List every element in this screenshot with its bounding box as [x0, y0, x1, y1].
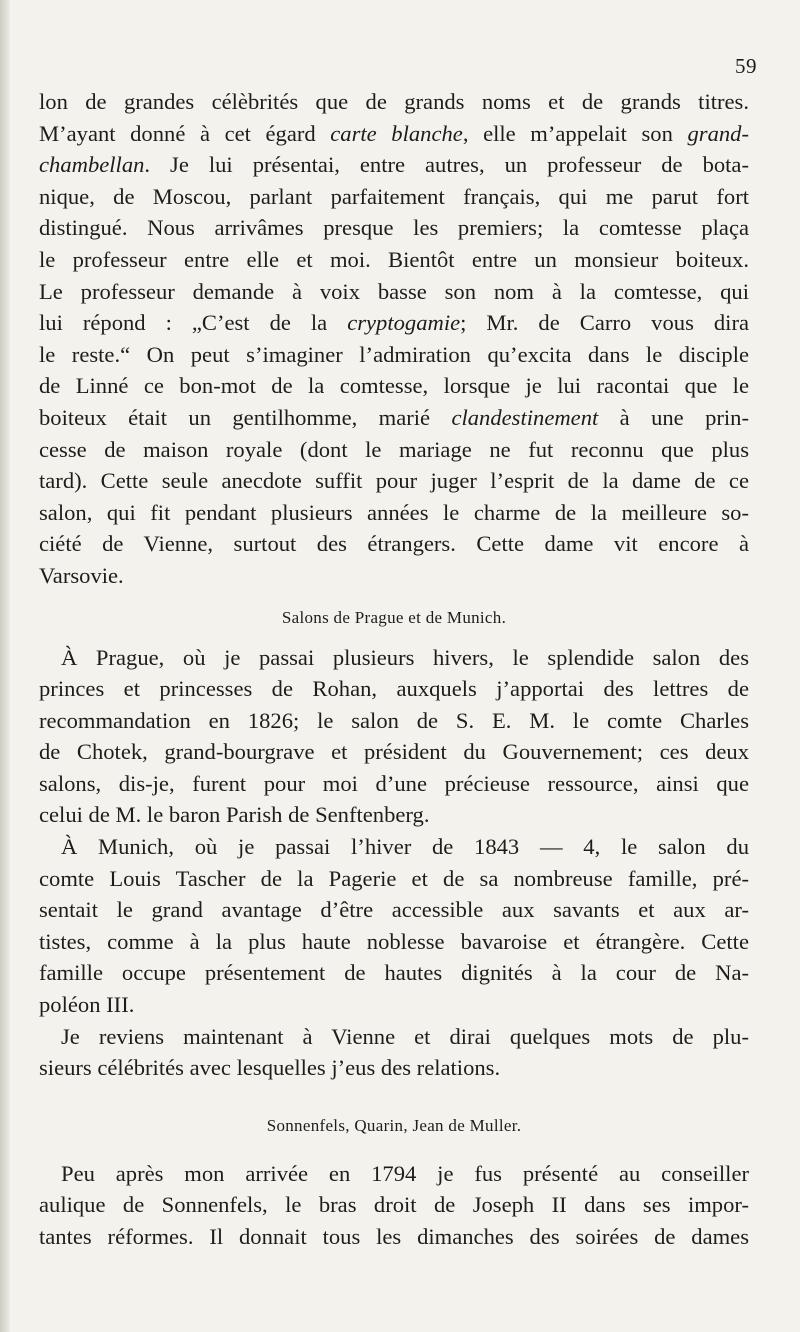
text-line: comte Louis Tascher de la Pagerie et de sa nombreuse famille, pré-: [39, 865, 749, 891]
text-line: [39, 528, 749, 560]
text-run: le reste.“ On peut s’imaginer l’admiration qu’excita dans le disciple: [39, 341, 749, 367]
paragraph-continuation: [39, 86, 749, 592]
text-line: [39, 560, 749, 592]
text-line: princes et princesses de Rohan, auxquels j’apportai des lettres de: [39, 676, 749, 702]
text-line: [39, 434, 749, 466]
text-line: [39, 370, 749, 402]
italic-text: cryptogamie: [347, 310, 461, 336]
text-line: À Prague, où je passai plusieurs hivers, le splendide salon des: [61, 644, 749, 670]
italic-text: chambellan: [39, 152, 145, 178]
text-line: celui de M. le baron Parish de Senftenberg.: [39, 802, 430, 828]
text-run: à une prin-: [598, 404, 749, 430]
text-line: tantes réformes. Il donnait tous les dimanches des soirées de dames: [39, 1224, 749, 1249]
text-line: [39, 402, 749, 434]
text-run: boiteux était un gentilhomme, marié: [39, 404, 452, 430]
text-line: [39, 212, 749, 244]
paragraph-sonnenfels: [39, 1158, 749, 1253]
text-run: de Linné ce bon-mot de la comtesse, lorsque je lui racontai que le: [39, 373, 749, 399]
text-line: [39, 244, 749, 276]
text-line: [39, 307, 749, 339]
page-edge-shadow: [0, 0, 10, 1332]
text-line: aulique de Sonnenfels, le bras droit de Joseph II dans ses impor-: [39, 1192, 749, 1218]
text-line: [39, 465, 749, 497]
text-run: le professeur entre elle et moi. Bientôt entre un monsieur boiteux.: [39, 246, 749, 272]
text-line: [39, 149, 749, 181]
text-line: poléon III.: [39, 992, 135, 1018]
text-run: Le professeur demande à voix basse son nom à la comtesse, qui: [39, 278, 749, 304]
italic-text: clandestinement: [451, 404, 599, 430]
paragraph: [39, 642, 749, 832]
paragraph: [39, 831, 749, 1021]
italic-text: carte blanche: [330, 120, 463, 146]
text-run: distingué. Nous arrivâmes presque les premiers; la comtesse plaça: [39, 215, 749, 241]
text-line: [39, 497, 749, 529]
text-line: de Chotek, grand-bourgrave et président du Gouvernement; ces deux: [39, 739, 749, 765]
text-line: Peu après mon arrivée en 1794 je fus présenté au conseiller: [61, 1160, 749, 1186]
page-body: [39, 86, 749, 1253]
text-line: [39, 181, 749, 213]
text-line: [39, 118, 749, 150]
italic-text: grand-: [687, 120, 749, 146]
text-run: Varsovie.: [39, 562, 124, 588]
text-line: sieurs célébrités avec lesquelles j’eus des relations.: [39, 1055, 501, 1081]
text-line: sentait le grand avantage d’être accessible aux savants et aux ar-: [39, 897, 749, 923]
text-run: cesse de maison royale (dont le mariage ne fut reconnu que plus: [39, 436, 749, 462]
section-prague-munich: [39, 642, 749, 1084]
text-line: famille occupe présentement de hautes dignités à la cour de Na-: [39, 960, 749, 986]
text-run: ; Mr. de Carro vous dira: [460, 310, 749, 336]
text-line: tistes, comme à la plus haute noblesse bavaroise et étrangère. Cette: [39, 928, 749, 954]
text-run: . Je lui présentai, entre autres, un professeur de bota-: [144, 152, 749, 178]
text-run: lon de grandes célèbrités que de grands noms et de grands titres.: [39, 89, 749, 114]
text-line: salons, dis-je, furent pour moi d’une précieuse ressource, ainsi que: [39, 770, 749, 796]
text-line: Je reviens maintenant à Vienne et dirai quelques mots de plu-: [61, 1023, 749, 1049]
text-line: recommandation en 1826; le salon de S. E. M. le comte Charles: [39, 707, 749, 733]
section-heading-prague-munich: Salons de Prague et de Munich.: [281, 607, 507, 627]
text-run: tard). Cette seule anecdote suffit pour juger l’esprit de la dame de ce: [39, 468, 749, 494]
text-run: M’ayant donné à cet égard: [39, 120, 331, 146]
paragraph: [39, 1021, 749, 1084]
page-number: 59: [735, 54, 757, 78]
text-run: lui répond : „C’est de la: [39, 310, 348, 336]
text-line: À Munich, où je passai l’hiver de 1843 — 4, le salon du: [61, 834, 749, 860]
text-run: ciété de Vienne, surtout des étrangers. Cette dame vit encore à: [39, 531, 749, 557]
text-run: nique, de Moscou, parlant parfaitement français, qui me parut fort: [39, 183, 749, 209]
text-run: , elle m’appelait son: [462, 120, 688, 146]
section-heading-sonnenfels: Sonnenfels, Quarin, Jean de Muller.: [266, 1115, 522, 1135]
text-run: salon, qui fit pendant plusieurs années le charme de la meilleure so-: [39, 499, 749, 525]
text-line: [39, 86, 749, 118]
text-line: [39, 339, 749, 371]
text-line: [39, 276, 749, 308]
